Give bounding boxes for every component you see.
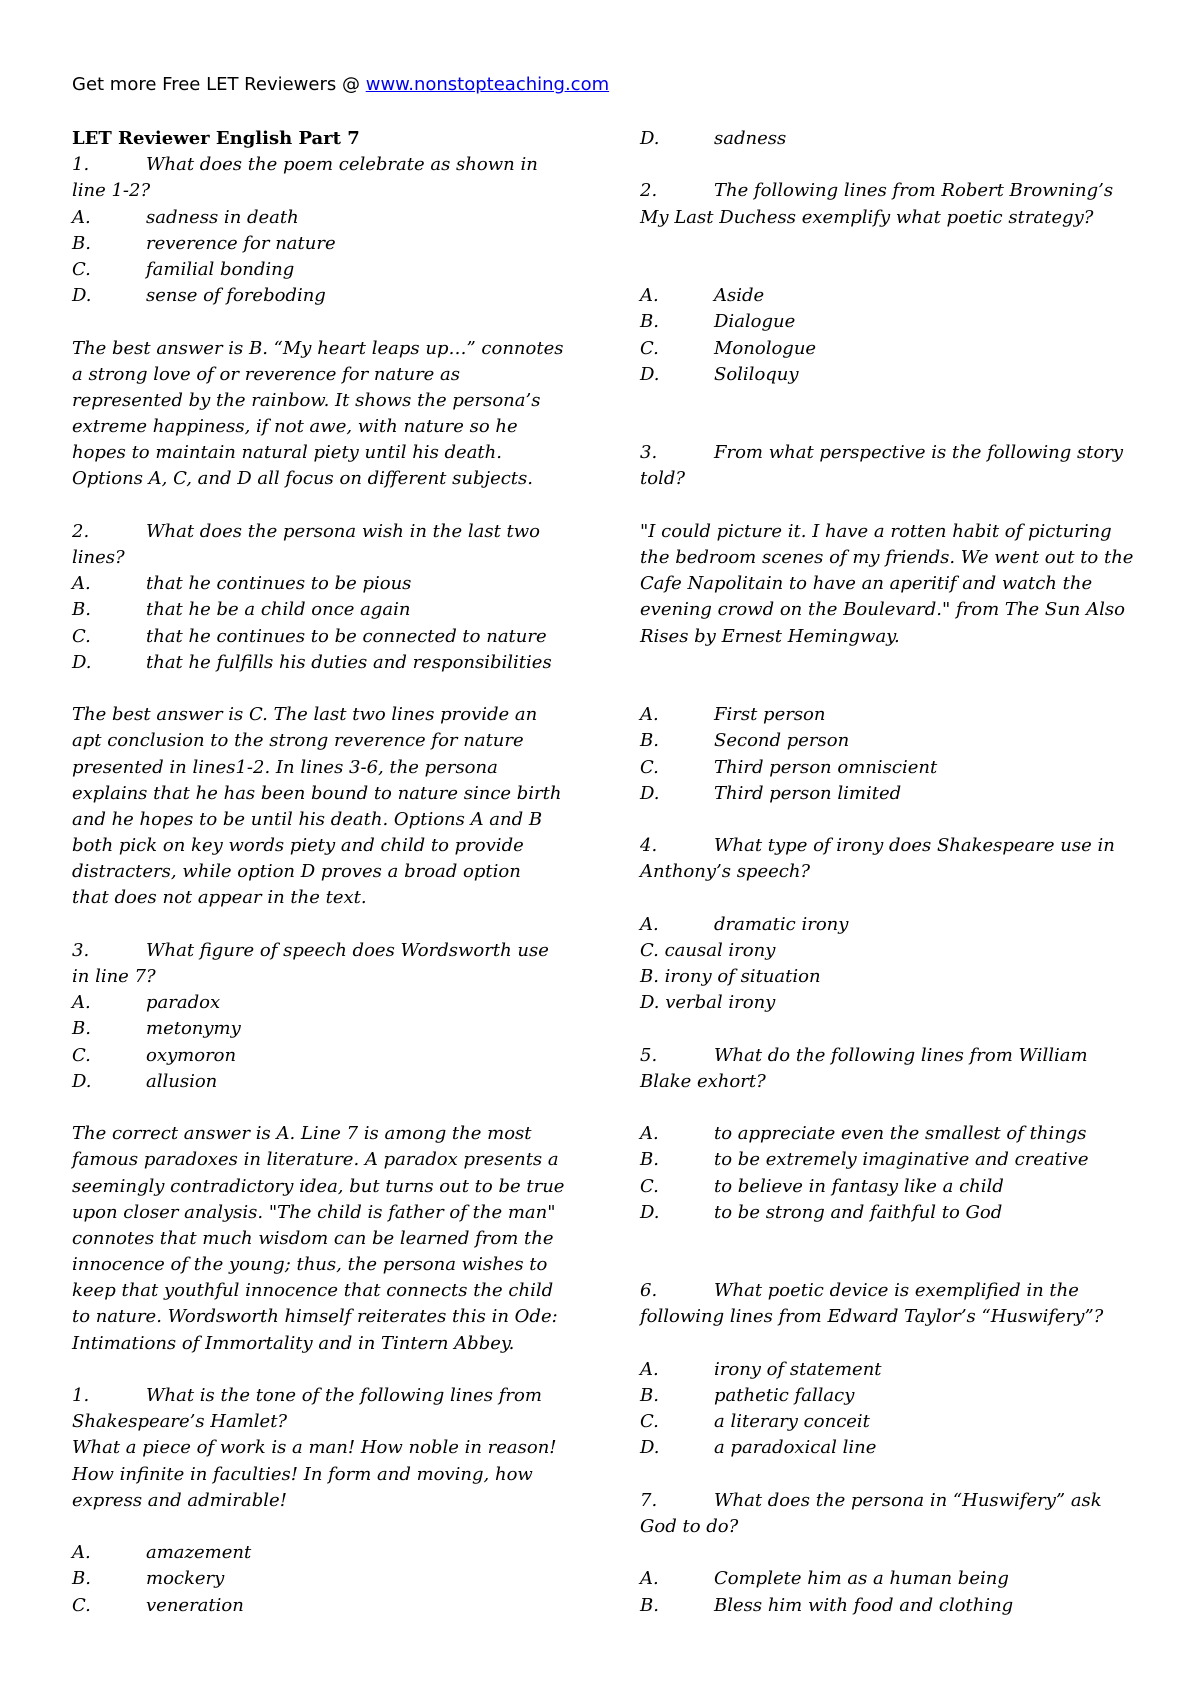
item-text: What is the tone of the following lines from (146, 1385, 542, 1406)
item-text: allusion (146, 1070, 218, 1092)
item-text: oxymoron (146, 1044, 237, 1066)
item-label: 1. (72, 1385, 90, 1406)
item-text: that he be a child once again (146, 599, 411, 621)
numbered-line (640, 283, 1140, 309)
numbered-line (72, 1069, 572, 1095)
numbered-line (72, 938, 572, 964)
numbered-line (640, 1200, 1140, 1226)
item-label: 5. (640, 1044, 658, 1066)
blank-line (640, 1095, 1140, 1121)
numbered-line (640, 1043, 1140, 1069)
item-text: pathetic fallacy (714, 1385, 855, 1406)
numbered-line (640, 362, 1140, 388)
text-line: How infinite in faculties! In form and moving, how (72, 1463, 533, 1485)
numbered-line (640, 1488, 1140, 1514)
item-label: B. (640, 730, 659, 752)
item-label: B. (640, 1594, 659, 1616)
blank-line (640, 1016, 1140, 1042)
item-label: 3. (640, 442, 658, 464)
text-line: My Last Duchess exemplify what poetic strategy? (640, 206, 1094, 228)
text-line: B. irony of situation (640, 966, 821, 987)
item-label: D. (640, 363, 660, 385)
item-label: D. (640, 782, 660, 804)
numbered-line (640, 781, 1140, 807)
item-text: First person (714, 704, 826, 726)
text-line: The correct answer is A. Line 7 is among the most (72, 1123, 532, 1145)
item-text: reverence for nature (146, 232, 336, 254)
text-line: upon closer analysis. "The child is father of the man" (72, 1201, 556, 1223)
text-line: a strong love of or reverence for nature as (72, 363, 461, 385)
text-line: distracters, while option D proves a broad option (72, 861, 521, 883)
item-label: D. (640, 128, 660, 149)
item-label: C. (640, 756, 659, 778)
numbered-line (72, 624, 572, 650)
text-line: Shakespeare’s Hamlet? (72, 1411, 288, 1433)
text-line: The best answer is C. The last two lines provide an (72, 704, 538, 726)
item-label: C. (72, 258, 91, 280)
text-line: Blake exhort? (640, 1070, 766, 1092)
item-text: The following lines from Robert Browning’s (714, 180, 1114, 202)
item-text: From what perspective is the following story (714, 442, 1124, 464)
numbered-line (72, 990, 572, 1016)
item-text: a paradoxical line (714, 1437, 877, 1459)
item-text: What type of irony does Shakespeare use in (714, 835, 1115, 857)
item-text: that he fulfills his duties and responsibilities (146, 651, 552, 673)
item-text: Bless him with food and clothing (714, 1594, 1014, 1616)
text-line: lines? (72, 547, 125, 568)
item-label: B. (72, 599, 91, 621)
item-text: paradox (146, 992, 221, 1014)
blank-line (640, 1462, 1140, 1488)
item-label: A. (640, 1568, 659, 1590)
item-text: a literary conceit (714, 1411, 870, 1433)
text-line: seemingly contradictory idea, but turns out to be true (72, 1175, 565, 1197)
text-line: Rises by Ernest Hemingway. (640, 625, 900, 647)
blank-line (72, 493, 572, 519)
item-text: Soliloquy (714, 363, 799, 385)
blank-line (640, 493, 1140, 519)
item-label: B. (72, 1018, 91, 1040)
blank-line (640, 650, 1140, 676)
numbered-line (72, 1383, 572, 1409)
text-line: Cafe Napolitain to have an aperitif and watch the (640, 573, 1093, 595)
document-title: LET Reviewer English Part 7 (72, 128, 360, 149)
item-text: dramatic irony (714, 913, 849, 935)
blank-line (640, 257, 1140, 283)
item-text: What poetic device is exemplified in the (714, 1280, 1079, 1302)
numbered-line (72, 231, 572, 257)
blank-line (640, 1540, 1140, 1566)
item-text: Dialogue (714, 311, 796, 333)
numbered-line (72, 597, 572, 623)
item-text: What does the poem celebrate as shown in (146, 154, 538, 176)
blank-line (640, 1331, 1140, 1357)
blank-line (72, 912, 572, 938)
numbered-line (72, 1540, 572, 1566)
blank-line (72, 1357, 572, 1383)
item-label: C. (72, 1594, 91, 1616)
text-line: God to do? (640, 1515, 739, 1537)
numbered-line (640, 336, 1140, 362)
item-label: 4. (640, 835, 658, 857)
item-label: 1. (72, 154, 90, 176)
text-line: and he hopes to be until his death. Options A and B (72, 808, 543, 830)
numbered-line (640, 1357, 1140, 1383)
item-label: D. (72, 285, 92, 307)
item-label: A. (640, 1358, 659, 1380)
item-label: B. (72, 232, 91, 254)
item-text: Monologue (714, 337, 817, 359)
item-label: B. (640, 1149, 659, 1171)
blank-line (640, 807, 1140, 833)
item-text: Complete him as a human being (714, 1568, 1009, 1590)
blank-line (72, 1514, 572, 1540)
blank-line (72, 309, 572, 335)
text-line: What a piece of work is a man! How noble in reason! (72, 1437, 557, 1459)
item-text: What figure of speech does Wordsworth use (146, 939, 549, 961)
page-header (72, 72, 609, 98)
item-label: A. (72, 992, 91, 1014)
blank-line (640, 1226, 1140, 1252)
numbered-line (72, 519, 572, 545)
item-text: sadness in death (146, 206, 299, 228)
item-label: A. (72, 1542, 91, 1564)
text-line: in line 7? (72, 966, 156, 987)
blank-line (640, 885, 1140, 911)
item-text: to appreciate even the smallest of things (714, 1123, 1087, 1145)
numbered-line (640, 440, 1140, 466)
numbered-line (640, 178, 1140, 204)
blank-line (640, 1252, 1140, 1278)
text-line: keep that youthful innocence that connects the child (72, 1280, 554, 1302)
numbered-line (72, 1566, 572, 1592)
text-line: Anthony’s speech? (640, 861, 811, 883)
item-text: metonymy (146, 1018, 241, 1040)
item-text: Third person limited (714, 782, 902, 804)
item-label: A. (640, 704, 659, 726)
numbered-line (640, 833, 1140, 859)
item-text: familial bonding (146, 258, 295, 280)
item-text: to be strong and faithful to God (714, 1201, 1003, 1223)
numbered-line (640, 755, 1140, 781)
website-link[interactable]: www.nonstopteaching.com (365, 74, 610, 95)
item-text: Third person omniscient (714, 756, 938, 778)
item-text: sadness (714, 128, 787, 149)
numbered-line (72, 650, 572, 676)
numbered-line (72, 257, 572, 283)
item-label: 2. (640, 180, 658, 202)
item-label: 3. (72, 939, 90, 961)
text-line: apt conclusion to the strong reverence for nature (72, 730, 524, 752)
item-label: D. (640, 1437, 660, 1459)
item-label: C. (640, 1411, 659, 1433)
numbered-line (72, 283, 572, 309)
numbered-line (640, 1593, 1140, 1619)
item-label: C. (72, 1044, 91, 1066)
numbered-line (72, 1016, 572, 1042)
text-line: to nature. Wordsworth himself reiterates this in Ode: (72, 1306, 558, 1328)
item-text: What do the following lines from William (714, 1044, 1088, 1066)
item-label: A. (640, 1123, 659, 1145)
numbered-line (640, 1174, 1140, 1200)
numbered-line (640, 1278, 1140, 1304)
item-text: that he continues to be pious (146, 573, 412, 595)
numbered-line (640, 728, 1140, 754)
item-text: Aside (714, 285, 765, 307)
item-label: D. (640, 1201, 660, 1223)
text-line: D. verbal irony (640, 992, 776, 1014)
numbered-line (72, 1043, 572, 1069)
text-line: Options A, C, and D all focus on different subjects. (72, 468, 533, 490)
numbered-line (640, 912, 1140, 938)
numbered-line (640, 1566, 1140, 1592)
blank-line (640, 231, 1140, 257)
text-line: express and admirable! (72, 1489, 287, 1511)
blank-line (640, 414, 1140, 440)
numbered-line (640, 1383, 1140, 1409)
text-line: Intimations of Immortality and in Tintern Abbey. (72, 1332, 515, 1354)
numbered-line (72, 571, 572, 597)
text-line: connotes that much wisdom can be learned from the (72, 1227, 554, 1249)
numbered-line (640, 309, 1140, 335)
blank-line (72, 1095, 572, 1121)
numbered-line (72, 152, 572, 178)
text-line: extreme happiness, if not awe, with nature so he (72, 416, 518, 438)
item-label: C. (72, 625, 91, 647)
numbered-line (640, 1435, 1140, 1461)
text-line: innocence of the young; thus, the persona wishes to (72, 1254, 548, 1276)
item-text: irony of statement (714, 1358, 882, 1380)
item-text: to believe in fantasy like a child (714, 1175, 1004, 1197)
text-line: C. causal irony (640, 939, 776, 961)
item-text: amazement (146, 1542, 252, 1564)
item-label: 2. (72, 520, 90, 542)
left-column (72, 126, 572, 1619)
item-label: A. (72, 573, 91, 595)
text-line: evening crowd on the Boulevard." from The Sun Also (640, 599, 1125, 621)
item-text: Second person (714, 730, 850, 752)
text-line: The best answer is B. “My heart leaps up…” connotes (72, 337, 564, 359)
item-label: A. (640, 285, 659, 307)
item-text: What does the persona in “Huswifery” ask (714, 1489, 1102, 1511)
item-text: to be extremely imaginative and creative (714, 1149, 1089, 1171)
blank-line (72, 676, 572, 702)
item-label: C. (640, 1175, 659, 1197)
numbered-line (640, 126, 1140, 152)
item-text: What does the persona wish in the last two (146, 520, 540, 542)
text-line: explains that he has been bound to nature since birth (72, 782, 562, 804)
numbered-line (72, 1593, 572, 1619)
item-label: D. (72, 651, 92, 673)
item-label: C. (640, 337, 659, 359)
blank-line (640, 152, 1140, 178)
right-column (640, 126, 1140, 1619)
item-label: 6. (640, 1280, 658, 1302)
text-line: "I could picture it. I have a rotten habit of picturing (640, 520, 1112, 542)
blank-line (640, 388, 1140, 414)
text-line: line 1-2? (72, 180, 151, 202)
item-text: mockery (146, 1568, 225, 1590)
item-text: veneration (146, 1594, 244, 1616)
text-line: both pick on key words piety and child to provide (72, 835, 524, 857)
numbered-line (640, 702, 1140, 728)
numbered-line (72, 205, 572, 231)
item-label: A. (640, 913, 659, 935)
header-text: Get more Free LET Reviewers @ (72, 74, 366, 95)
blank-line (640, 676, 1140, 702)
text-line: following lines from Edward Taylor’s “Huswifery”? (640, 1306, 1104, 1328)
text-line: told? (640, 468, 685, 490)
item-text: sense of foreboding (146, 285, 326, 307)
text-line: that does not appear in the text. (72, 887, 367, 909)
item-label: 7. (640, 1489, 658, 1511)
numbered-line (640, 1147, 1140, 1173)
item-label: B. (640, 1385, 659, 1406)
item-label: A. (72, 206, 91, 228)
numbered-line (640, 1409, 1140, 1435)
text-line: famous paradoxes in literature. A paradox presents a (72, 1149, 559, 1171)
item-label: D. (72, 1070, 92, 1092)
text-line: presented in lines1-2. In lines 3-6, the persona (72, 756, 498, 778)
text-line: the bedroom scenes of my friends. We went out to the (640, 547, 1134, 568)
numbered-line (640, 1121, 1140, 1147)
item-label: B. (72, 1568, 91, 1590)
text-line: hopes to maintain natural piety until his death. (72, 442, 502, 464)
item-text: that he continues to be connected to nature (146, 625, 547, 647)
item-label: B. (640, 311, 659, 333)
text-line: represented by the rainbow. It shows the persona’s (72, 389, 541, 411)
